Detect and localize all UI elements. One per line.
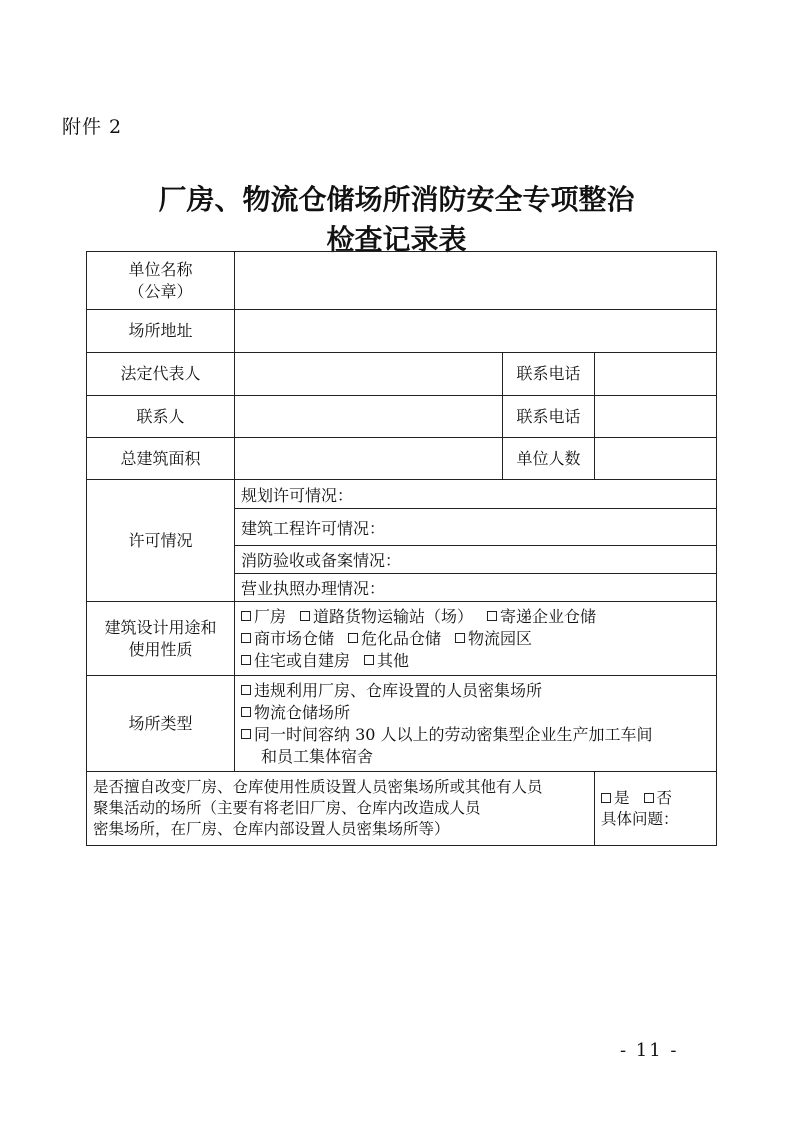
type-option-labor-intensive-cont: 和员工集体宿舍: [261, 746, 374, 766]
checkbox-icon: [241, 729, 251, 739]
usage-option-market-warehouse[interactable]: [241, 628, 334, 650]
checkbox-icon: [241, 611, 251, 621]
checkbox-icon: [241, 655, 251, 665]
option-text: 商市场仓储: [254, 628, 335, 648]
headcount-label: 单位人数: [503, 438, 595, 480]
contact-field[interactable]: [235, 396, 503, 438]
permit-construction-field[interactable]: 建筑工程许可情况：: [235, 509, 717, 546]
checkbox-icon: [455, 633, 465, 643]
row-area: [87, 438, 717, 480]
checkbox-icon: [487, 611, 497, 621]
row-legal-rep: [87, 353, 717, 396]
question-line-2: 聚集活动的场所（主要有将老旧厂房、仓库内改造成人员: [93, 799, 481, 817]
address-label: 场所地址: [87, 310, 235, 353]
unit-name-field[interactable]: [235, 252, 717, 310]
legal-rep-label: 法定代表人: [87, 353, 235, 396]
headcount-field[interactable]: [595, 438, 717, 480]
usage-option-hazmat-warehouse[interactable]: [348, 628, 441, 650]
option-text: 危化品仓储: [361, 628, 442, 648]
question-text: [87, 772, 595, 846]
usage-option-residence[interactable]: [241, 650, 350, 672]
question-line-1: 是否擅自改变厂房、仓库使用性质设置人员密集场所或其他有人员: [93, 778, 543, 796]
option-text: 道路货物运输站（场）: [313, 606, 474, 626]
phone-label-2: 联系电话: [503, 396, 595, 438]
row-permit-planning: [87, 480, 717, 509]
row-usage: [87, 602, 717, 676]
inspection-form-table: [86, 251, 717, 846]
unit-name-label: [87, 252, 235, 310]
row-site-type: [87, 676, 717, 772]
usage-label-line-2: 使用性质: [128, 639, 193, 659]
checkbox-icon: [644, 793, 654, 803]
checkbox-icon: [241, 633, 251, 643]
unit-name-text: 单位名称: [128, 259, 193, 279]
option-text: 违规利用厂房、仓库设置的人员密集场所: [254, 680, 543, 700]
usage-option-factory[interactable]: [241, 606, 286, 628]
page-number: - 11 -: [620, 1040, 679, 1061]
row-question: [87, 772, 717, 846]
usage-option-courier-warehouse[interactable]: [487, 606, 596, 628]
title-line-2: 检查记录表: [326, 223, 467, 256]
site-type-options: [235, 676, 717, 772]
checkbox-icon: [300, 611, 310, 621]
usage-label-line-1: 建筑设计用途和: [104, 617, 217, 637]
permit-planning-field[interactable]: 规划许可情况：: [235, 480, 717, 509]
area-label: 总建筑面积: [87, 438, 235, 480]
usage-options: [235, 602, 717, 676]
option-text: 住宅或自建房: [254, 650, 351, 670]
row-contact: [87, 396, 717, 438]
checkbox-icon: [601, 793, 611, 803]
question-line-3: 密集场所，在厂房、仓库内部设置人员密集场所等）: [93, 820, 450, 838]
row-address: [87, 310, 717, 353]
checkbox-icon: [348, 633, 358, 643]
type-option-labor-intensive[interactable]: [241, 724, 710, 746]
usage-option-logistics-park[interactable]: [455, 628, 532, 650]
option-text: 厂房: [254, 606, 287, 626]
row-unit-name: [87, 252, 717, 310]
phone-field-2[interactable]: [595, 396, 717, 438]
option-text: 否: [656, 788, 673, 807]
option-text: 其他: [377, 650, 410, 670]
option-text: 物流园区: [468, 628, 533, 648]
option-text: 物流仓储场所: [254, 702, 351, 722]
answer-yes-option[interactable]: [601, 788, 630, 809]
type-option-crowded-site[interactable]: [241, 680, 710, 702]
permit-label: 许可情况: [87, 480, 235, 602]
checkbox-icon: [241, 707, 251, 717]
legal-rep-field[interactable]: [235, 353, 503, 396]
option-text: 同一时间容纳 30 人以上的劳动密集型企业生产加工车间: [254, 724, 653, 744]
usage-option-freight-station[interactable]: [300, 606, 473, 628]
option-text: 是: [614, 788, 630, 807]
phone-field-1[interactable]: [595, 353, 717, 396]
permit-fire-field[interactable]: 消防验收或备案情况：: [235, 546, 717, 574]
site-type-label: 场所类型: [87, 676, 235, 772]
answer-no-option[interactable]: [644, 788, 673, 809]
usage-label: [87, 602, 235, 676]
checkbox-icon: [364, 655, 374, 665]
permit-business-field[interactable]: 营业执照办理情况：: [235, 574, 717, 602]
contact-label: 联系人: [87, 396, 235, 438]
type-option-logistics-site[interactable]: [241, 702, 710, 724]
title-line-1: 厂房、物流仓储场所消防安全专项整治: [158, 183, 635, 216]
answer-cell: [595, 772, 717, 846]
address-field[interactable]: [235, 310, 717, 353]
phone-label-1: 联系电话: [503, 353, 595, 396]
usage-option-other[interactable]: [364, 650, 409, 672]
answer-issue-label: 具体问题：: [601, 809, 679, 828]
option-text: 寄递企业仓储: [500, 606, 597, 626]
area-field[interactable]: [235, 438, 503, 480]
checkbox-icon: [241, 685, 251, 695]
unit-seal-text: （公章）: [128, 281, 193, 301]
attachment-label: 附件 2: [62, 116, 123, 138]
